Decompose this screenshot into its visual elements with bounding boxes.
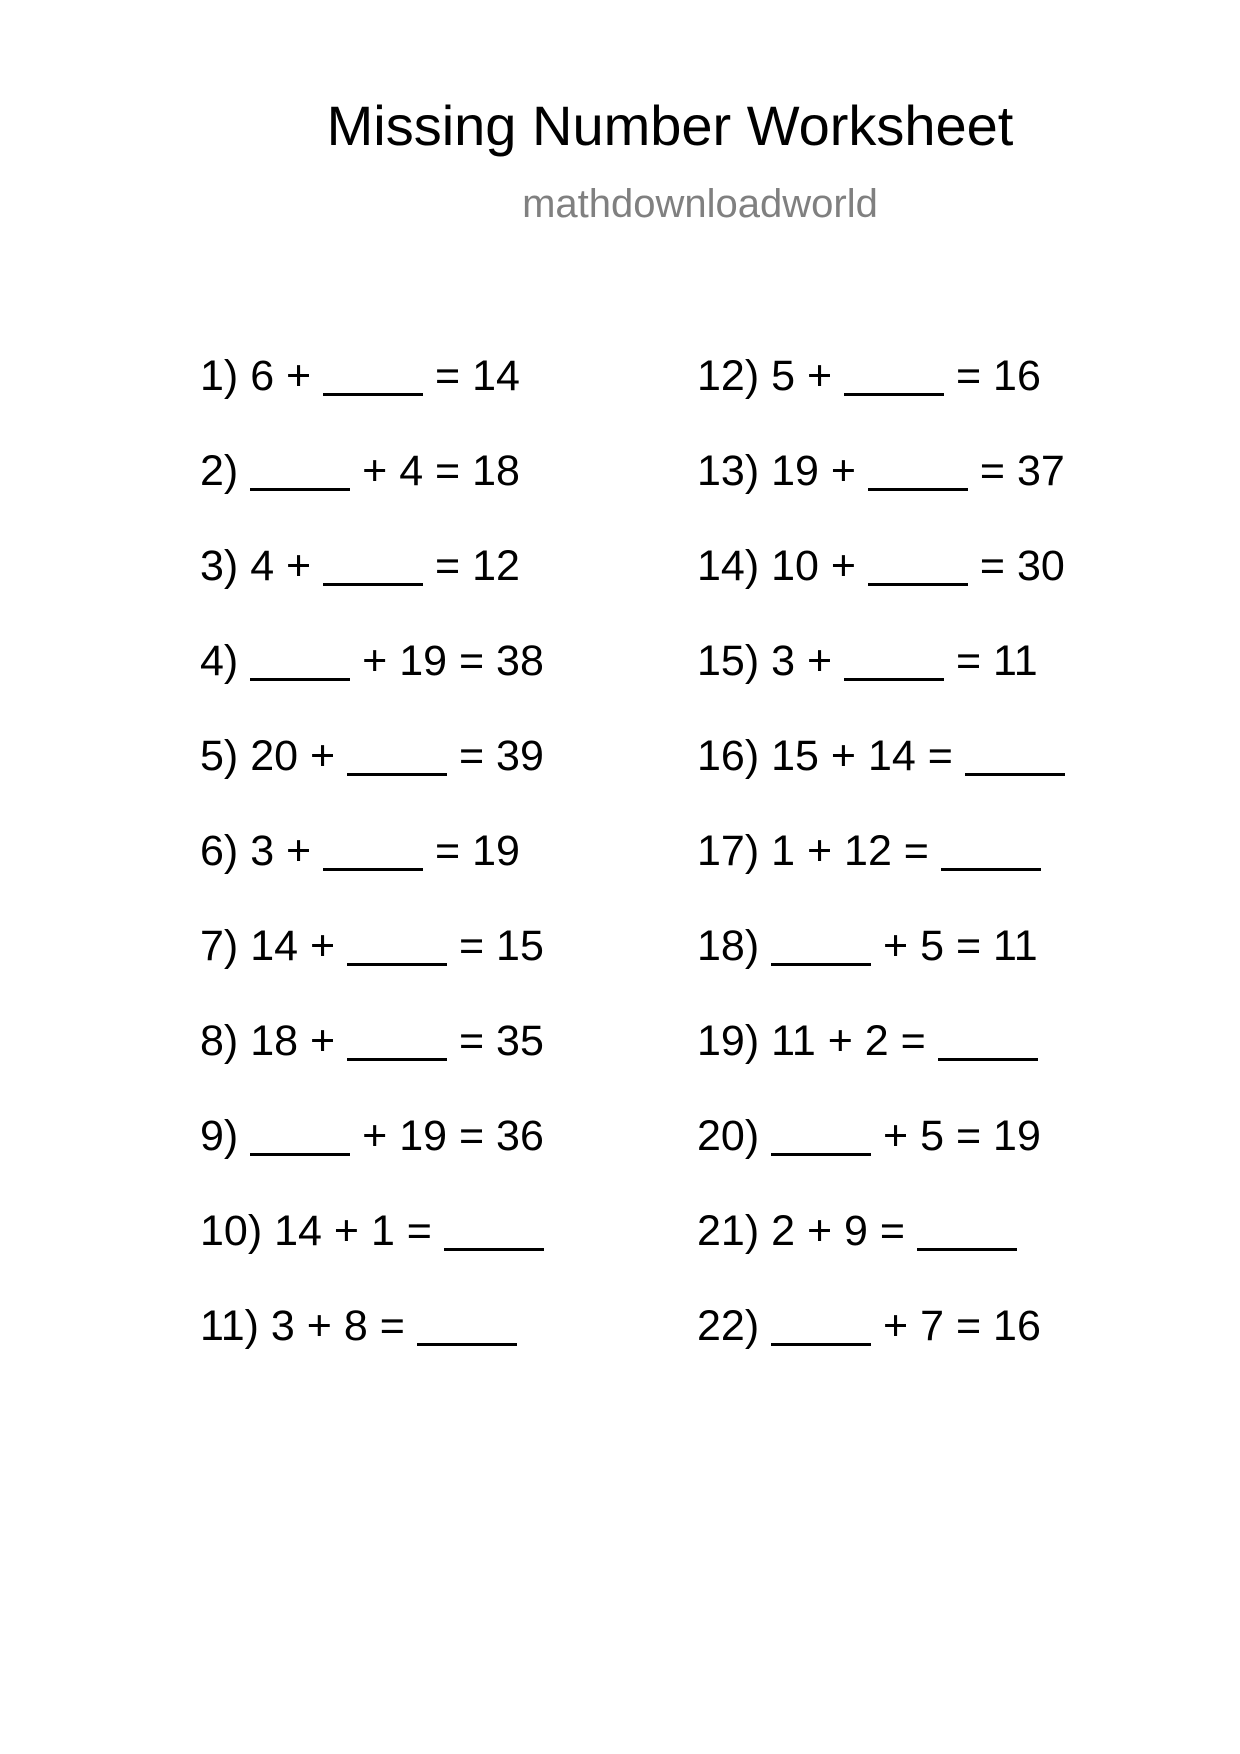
problem-1 <box>200 348 544 443</box>
answer-blank[interactable] <box>417 1339 517 1346</box>
answer-blank[interactable] <box>444 1244 544 1251</box>
problem-number: 15) <box>697 637 760 685</box>
answer-blank[interactable] <box>323 579 423 586</box>
problem-text-after: = 15 <box>447 922 544 970</box>
problem-2 <box>200 443 544 538</box>
answer-blank[interactable] <box>938 1054 1038 1061</box>
problem-number: 5) <box>200 732 239 780</box>
problem-number: 22) <box>697 1302 760 1350</box>
problem-text-before: 4 + <box>250 542 324 590</box>
problem-text-before: 19 + <box>771 447 868 495</box>
problem-number: 12) <box>697 352 760 400</box>
problem-text-after: + 5 = 19 <box>871 1112 1041 1160</box>
problem-text-before: 20 + <box>250 732 348 780</box>
problem-number: 8) <box>200 1017 239 1065</box>
problem-text-after: = 14 <box>423 352 520 400</box>
problem-15 <box>697 633 1065 728</box>
problem-22 <box>697 1298 1065 1393</box>
problem-3 <box>200 538 544 633</box>
answer-blank[interactable] <box>868 484 968 491</box>
problem-text-after: + 5 = 11 <box>871 922 1038 970</box>
problem-text-after: = 16 <box>944 352 1041 400</box>
problem-text-after: + 19 = 38 <box>350 637 544 685</box>
problem-number: 4) <box>200 637 239 685</box>
problem-text-before: 3 + <box>250 827 324 875</box>
problem-text-after: = 12 <box>423 542 520 590</box>
problem-text-after: = 39 <box>447 732 544 780</box>
answer-blank[interactable] <box>917 1244 1017 1251</box>
answer-blank[interactable] <box>844 674 944 681</box>
problem-16 <box>697 728 1065 823</box>
problem-17 <box>697 823 1065 918</box>
problem-text-after: + 19 = 36 <box>350 1112 544 1160</box>
problem-number: 13) <box>697 447 760 495</box>
answer-blank[interactable] <box>250 674 350 681</box>
answer-blank[interactable] <box>323 389 423 396</box>
problem-number: 7) <box>200 922 239 970</box>
problem-11 <box>200 1298 544 1393</box>
answer-blank[interactable] <box>347 1054 447 1061</box>
problem-text-after: = 11 <box>944 637 1038 685</box>
problem-4 <box>200 633 544 728</box>
problem-text-after: + 7 = 16 <box>871 1302 1041 1350</box>
problem-text-before: 11 + 2 = <box>771 1017 938 1065</box>
problem-text-before: 2 + 9 = <box>771 1207 917 1255</box>
problem-number: 19) <box>697 1017 760 1065</box>
problem-number: 20) <box>697 1112 760 1160</box>
problem-number: 18) <box>697 922 760 970</box>
answer-blank[interactable] <box>844 389 944 396</box>
problem-number: 9) <box>200 1112 239 1160</box>
problem-text-before: 10 + <box>771 542 868 590</box>
problem-number: 2) <box>200 447 239 495</box>
problem-text-after: = 30 <box>967 542 1065 590</box>
problem-text-after: = 37 <box>967 447 1065 495</box>
answer-blank[interactable] <box>250 1149 350 1156</box>
problem-9 <box>200 1108 544 1203</box>
problem-number: 1) <box>200 352 239 400</box>
problem-19 <box>697 1013 1065 1108</box>
worksheet-title: Missing Number Worksheet <box>326 94 1014 157</box>
problem-text-before: 3 + <box>771 637 845 685</box>
answer-blank[interactable] <box>771 1339 871 1346</box>
answer-blank[interactable] <box>771 959 871 966</box>
problems-column-right <box>697 348 1065 1393</box>
problem-number: 3) <box>200 542 239 590</box>
problem-text-after: + 4 = 18 <box>350 447 520 495</box>
answer-blank[interactable] <box>250 484 350 491</box>
problem-text-before: 3 + 8 = <box>270 1302 417 1350</box>
problem-5 <box>200 728 544 823</box>
problem-20 <box>697 1108 1065 1203</box>
problem-18 <box>697 918 1065 1013</box>
problem-text-before: 14 + <box>250 922 348 970</box>
problem-13 <box>697 443 1065 538</box>
problem-text-after: = 35 <box>447 1017 544 1065</box>
problem-number: 21) <box>697 1207 760 1255</box>
problem-text-before: 5 + <box>771 352 845 400</box>
problem-14 <box>697 538 1065 633</box>
answer-blank[interactable] <box>965 769 1065 776</box>
problem-text-before: 14 + 1 = <box>274 1207 444 1255</box>
problem-text-before: 18 + <box>250 1017 348 1065</box>
problem-number: 11) <box>200 1302 259 1350</box>
problem-number: 16) <box>697 732 760 780</box>
answer-blank[interactable] <box>941 864 1041 871</box>
problem-text-before: 15 + 14 = <box>771 732 965 780</box>
problem-number: 10) <box>200 1207 263 1255</box>
answer-blank[interactable] <box>347 769 447 776</box>
answer-blank[interactable] <box>771 1149 871 1156</box>
problem-12 <box>697 348 1065 443</box>
problem-text-before: 1 + 12 = <box>771 827 941 875</box>
worksheet-source: mathdownloadworld <box>522 182 878 226</box>
problem-text-before: 6 + <box>250 352 324 400</box>
problem-8 <box>200 1013 544 1108</box>
problem-6 <box>200 823 544 918</box>
problem-10 <box>200 1203 544 1298</box>
problem-number: 17) <box>697 827 760 875</box>
problems-column-left <box>200 348 544 1393</box>
problem-21 <box>697 1203 1065 1298</box>
answer-blank[interactable] <box>868 579 968 586</box>
problem-number: 6) <box>200 827 239 875</box>
answer-blank[interactable] <box>323 864 423 871</box>
answer-blank[interactable] <box>347 959 447 966</box>
problem-text-after: = 19 <box>423 827 520 875</box>
problem-7 <box>200 918 544 1013</box>
problem-number: 14) <box>697 542 760 590</box>
